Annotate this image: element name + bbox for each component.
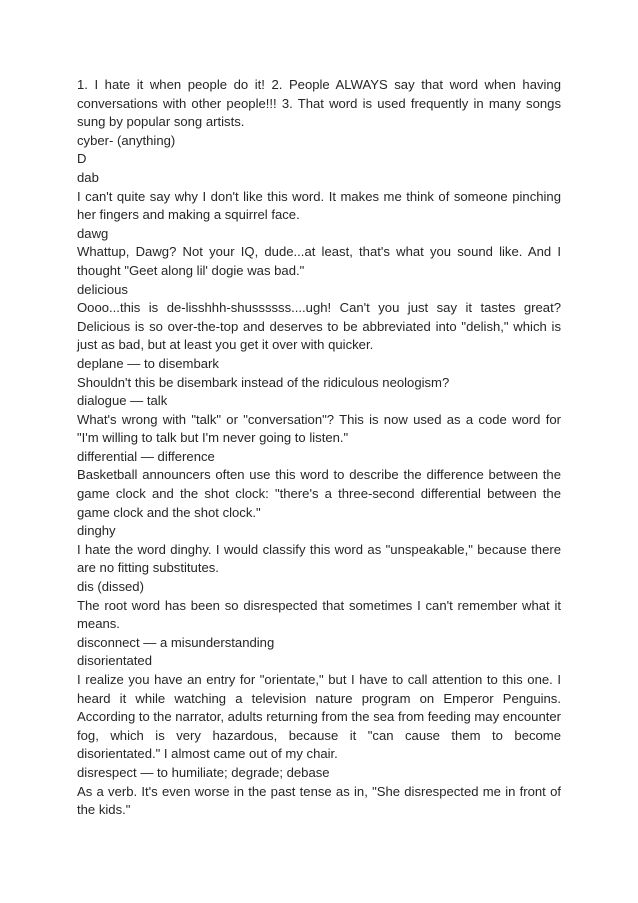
entry-comment-disrespect: As a verb. It's even worse in the past tense as in, "She disrespected me in front of the kids." [77, 783, 561, 818]
entry-term-delicious: delicious [77, 281, 128, 297]
entry-comment-delicious: Oooo...this is de-lisshhh-shussssss....ugh! Can't you just say it tastes great? Delicious is so over-the-top and deserves to be abbreviated into "delish," which is just as bad, but at least you get it over with quicker. [77, 300, 561, 353]
entry-comment-disorientated: I realize you have an entry for "orientate," but I have to call attention to this one. I heard it while watching a television nature program on Emperor Penguins. According to the narrator, adults returning from the sea from feeding may encounter fog, which is very hazardous, because it "can cause them to become disorientated." I almost came out of my chair. [77, 672, 562, 762]
entry-comment-dab: I can't quite say why I don't like this word. It makes me think of someone pinching her fingers and making a squirrel face. [77, 188, 561, 223]
entry-term-dab: dab [77, 169, 99, 185]
section-letter-d: D [77, 151, 87, 167]
entry-comment-dinghy: I hate the word dinghy. I would classify this word as "unspeakable," because there are no fitting substitutes. [77, 541, 561, 576]
entry-comment-dawg: Whattup, Dawg? Not your IQ, dude...at least, that's what you sound like. And I thought "Geet along lil' dogie was bad." [77, 244, 561, 278]
entry-term-differential: differential — difference [77, 448, 215, 464]
entry-term-disconnect: disconnect — a misunderstanding [77, 634, 275, 650]
document-page [77, 76, 561, 820]
entry-term-dialogue: dialogue — talk [77, 393, 168, 409]
entry-term-dis: dis (dissed) [77, 579, 144, 595]
paragraph-intro-reasons: 1. I hate it when people do it! 2. People ALWAYS say that word when having conversations with other people!!! 3. That word is used frequently in many songs sung by popular song artists. [77, 77, 561, 130]
entry-term-disrespect: disrespect — to humiliate; degrade; debase [77, 764, 330, 780]
entry-comment-deplane: Shouldn't this be disembark instead of the ridiculous neologism? [77, 374, 450, 390]
entry-comment-dialogue: What's wrong with "talk" or "conversation"? This is now used as a code word for "I'm willing to talk but I'm never going to listen." [77, 411, 561, 446]
entry-comment-dis: The root word has been so disrespected that sometimes I can't remember what it means. [77, 597, 561, 632]
entry-term-disorientated: disorientated [77, 653, 152, 669]
entry-comment-differential: Basketball announcers often use this word to describe the difference between the game clock and the shot clock: "there's a three-second differential between the game clock and the shot clock." [77, 467, 561, 520]
entry-term-cyber: cyber- (anything) [77, 132, 176, 148]
entry-term-dawg: dawg [77, 225, 109, 241]
entry-term-deplane: deplane — to disembark [77, 355, 219, 371]
entry-term-dinghy: dinghy [77, 523, 116, 539]
